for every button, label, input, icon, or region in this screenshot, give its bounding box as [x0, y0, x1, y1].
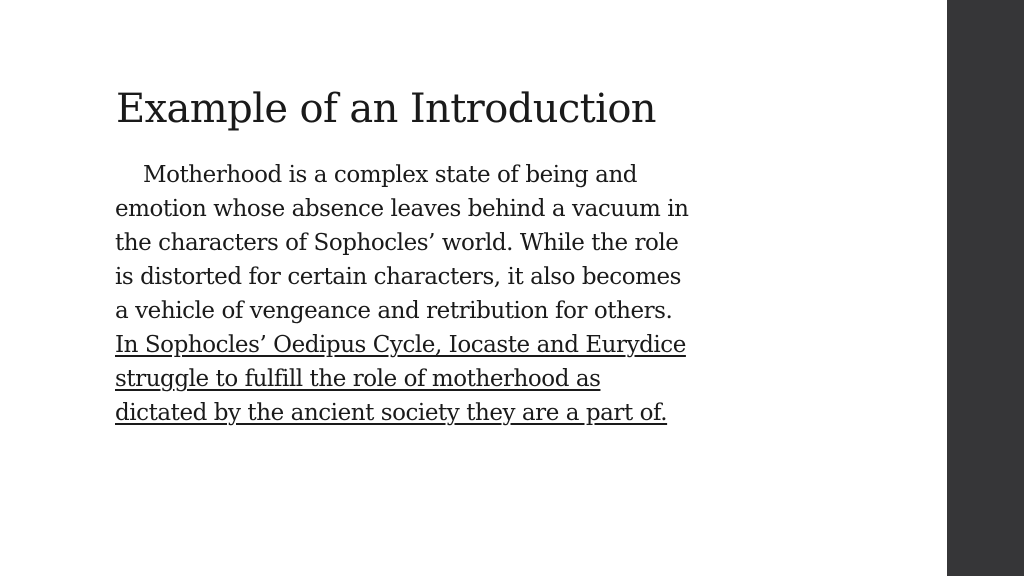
thesis-line: struggle to fulfill the role of motherhood as	[115, 366, 601, 392]
slide-title: Example of an Introduction	[116, 86, 656, 132]
side-accent-bar	[947, 0, 1024, 576]
paragraph-line: emotion whose absence leaves behind a vacuum in	[115, 196, 689, 222]
paragraph-line: a vehicle of vengeance and retribution for others.	[115, 298, 673, 324]
paragraph-line: Motherhood is a complex state of being and	[143, 162, 638, 188]
thesis-line: dictated by the ancient society they are a part of.	[115, 400, 668, 426]
paragraph-line: the characters of Sophocles’ world. While the role	[115, 230, 679, 256]
thesis-line: In Sophocles’ Oedipus Cycle, Iocaste and Eurydice	[115, 332, 686, 358]
introduction-paragraph	[115, 158, 830, 430]
paragraph-line: is distorted for certain characters, it also becomes	[115, 264, 682, 290]
